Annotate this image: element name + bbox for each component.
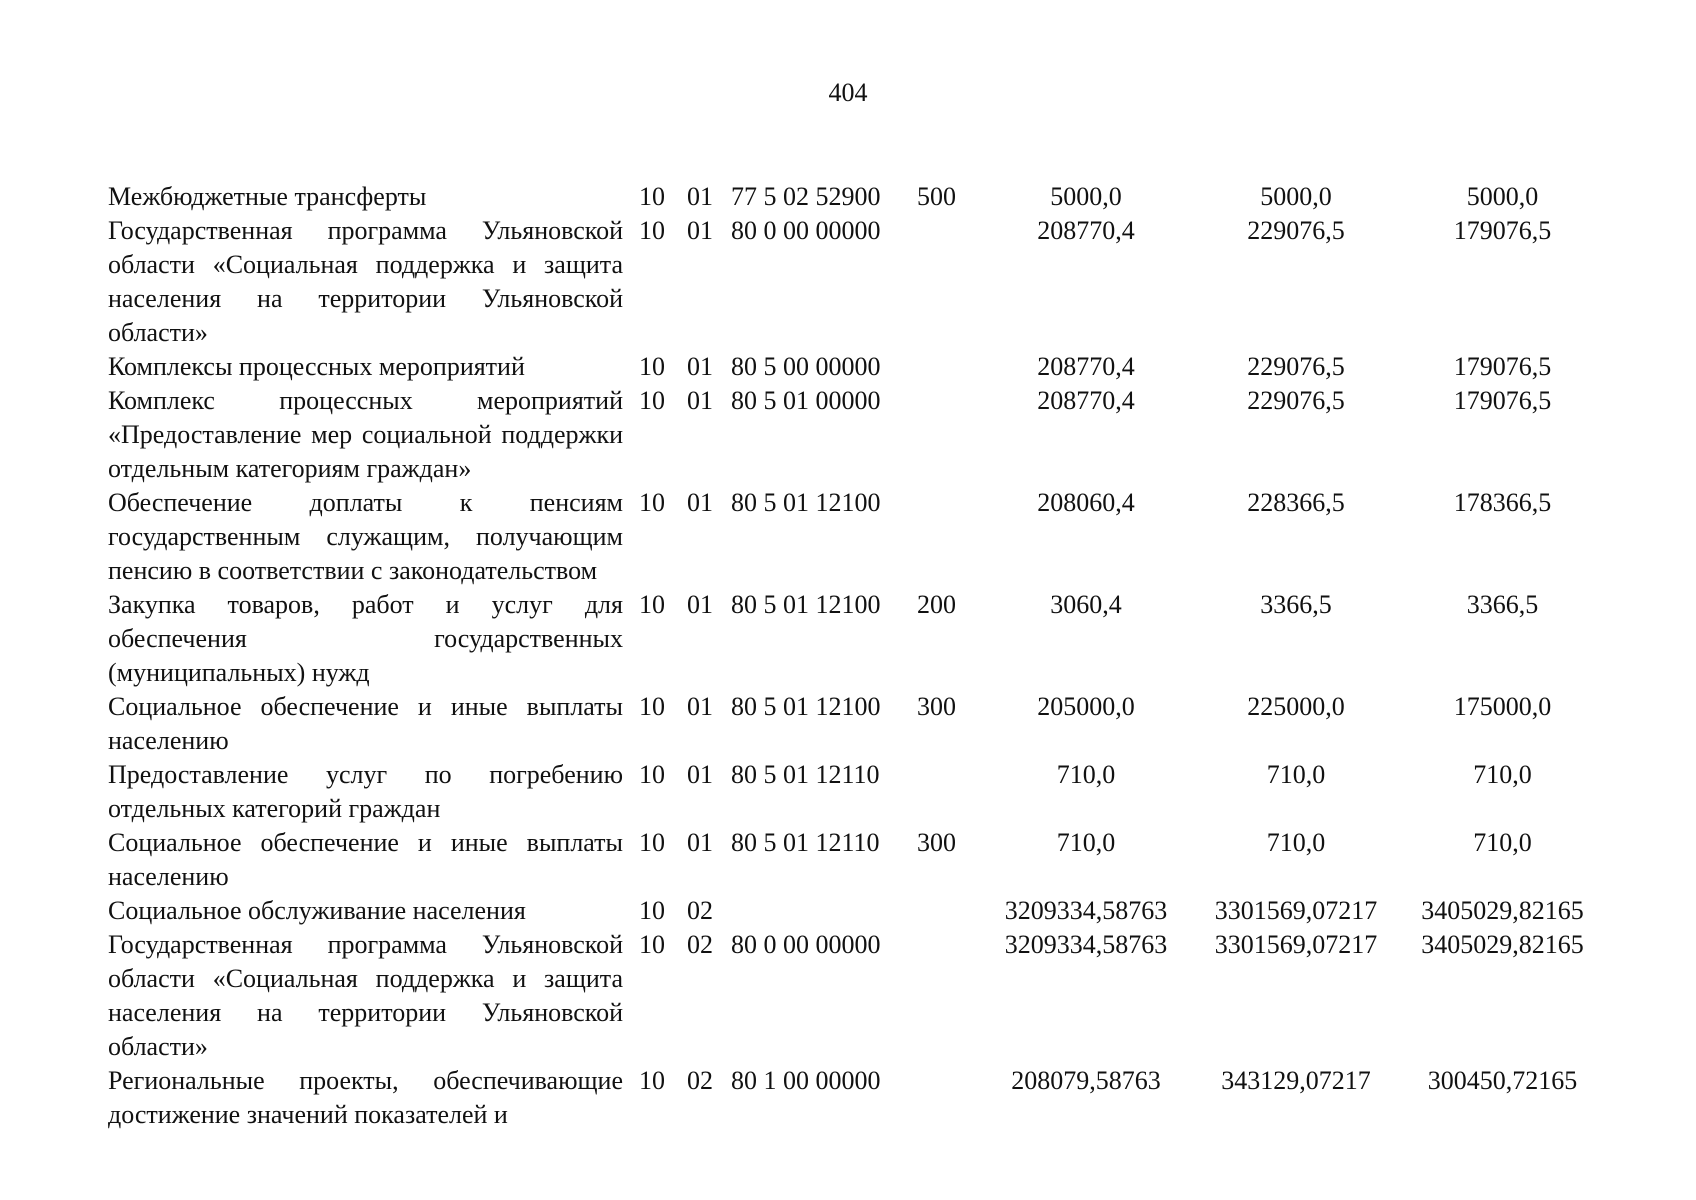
row-value-2: 5000,0 <box>1260 182 1332 211</box>
table-row <box>108 690 1604 758</box>
row-expense-type <box>917 894 981 928</box>
row-target-article: 80 5 00 00000 <box>731 352 881 381</box>
row-expense-type: 300 <box>917 828 956 857</box>
row-name: Комплексы процессных мероприятий <box>108 352 525 381</box>
row-target-article: 80 0 00 00000 <box>731 216 881 245</box>
row-value-3: 710,0 <box>1473 760 1532 789</box>
row-target-article: 80 1 00 00000 <box>731 1066 881 1095</box>
row-section: 10 <box>639 216 665 245</box>
row-value-1: 3209334,58763 <box>1004 896 1168 925</box>
table-row <box>108 1064 1604 1132</box>
row-section: 10 <box>639 590 665 619</box>
table-row <box>108 180 1604 214</box>
row-name: Закупка товаров, работ и услуг для обеспечения государственных (муниципальных) нужд <box>108 590 623 687</box>
row-value-2: 229076,5 <box>1247 216 1345 245</box>
row-subsection: 01 <box>687 590 713 619</box>
row-section: 10 <box>639 1066 665 1095</box>
row-value-3: 175000,0 <box>1453 692 1552 721</box>
row-name: Комплекс процессных мероприятий «Предоставление мер социальной поддержки отдельным категориям граждан» <box>108 386 623 483</box>
row-target-article <box>731 894 917 928</box>
row-value-2: 3301569,07217 <box>1214 896 1378 925</box>
row-value-3: 3405029,82165 <box>1421 930 1584 959</box>
table-row <box>108 214 1604 350</box>
row-subsection: 01 <box>687 488 713 517</box>
table-row <box>108 384 1604 486</box>
row-value-1: 208060,4 <box>1037 488 1135 517</box>
row-value-2: 229076,5 <box>1247 386 1345 415</box>
row-value-1: 205000,0 <box>1037 692 1135 721</box>
row-value-1: 710,0 <box>1056 760 1116 789</box>
table-row <box>108 588 1604 690</box>
row-name: Предоставление услуг по погребению отдельных категорий граждан <box>108 760 623 823</box>
row-name: Социальное обеспечение и иные выплаты населению <box>108 692 623 755</box>
row-expense-type: 200 <box>917 590 956 619</box>
row-value-2: 3301569,07217 <box>1214 930 1378 959</box>
row-subsection: 02 <box>687 930 713 959</box>
row-target-article: 80 5 01 12100 <box>731 692 881 721</box>
row-target-article: 80 0 00 00000 <box>731 930 881 959</box>
row-value-1: 3209334,58763 <box>1004 930 1168 959</box>
row-target-article: 80 5 01 12110 <box>731 828 880 857</box>
page-number: 404 <box>828 78 868 107</box>
row-name: Государственная программа Ульяновской области «Социальная поддержка и защита населения на территории Ульяновской области» <box>108 930 623 1061</box>
row-target-article: 80 5 01 00000 <box>731 386 881 415</box>
row-subsection: 01 <box>687 692 713 721</box>
row-value-3: 178366,5 <box>1453 488 1552 517</box>
row-value-2: 710,0 <box>1266 828 1326 857</box>
row-section: 10 <box>639 760 665 789</box>
row-expense-type <box>917 214 981 350</box>
row-value-3: 300450,72165 <box>1427 1066 1578 1095</box>
row-name: Региональные проекты, обеспечивающие достижение значений показателей и <box>108 1066 623 1129</box>
row-value-3: 5000,0 <box>1466 182 1539 211</box>
row-section: 10 <box>639 352 665 381</box>
table-row <box>108 350 1604 384</box>
row-subsection: 01 <box>687 760 713 789</box>
row-value-1: 208770,4 <box>1037 386 1135 415</box>
table-row <box>108 928 1604 1064</box>
row-expense-type <box>917 486 981 588</box>
row-value-3: 710,0 <box>1473 828 1532 857</box>
row-target-article: 80 5 01 12100 <box>731 488 881 517</box>
row-expense-type: 500 <box>917 182 956 211</box>
row-target-article: 77 5 02 52900 <box>731 182 881 211</box>
row-value-1: 3060,4 <box>1050 590 1122 619</box>
row-expense-type <box>917 928 981 1064</box>
row-value-1: 208770,4 <box>1037 216 1135 245</box>
row-value-2: 710,0 <box>1266 760 1326 789</box>
table-row <box>108 894 1604 928</box>
row-value-1: 208770,4 <box>1037 352 1135 381</box>
row-section: 10 <box>639 488 665 517</box>
row-section: 10 <box>639 692 665 721</box>
row-name: Социальное обслуживание населения <box>108 896 526 925</box>
row-name: Социальное обеспечение и иные выплаты населению <box>108 828 623 891</box>
row-value-3: 3405029,82165 <box>1421 896 1584 925</box>
row-value-2: 225000,0 <box>1247 692 1345 721</box>
row-subsection: 02 <box>687 896 713 925</box>
row-expense-type <box>917 1064 981 1132</box>
row-value-3: 179076,5 <box>1453 352 1552 381</box>
row-value-1: 710,0 <box>1056 828 1116 857</box>
row-target-article: 80 5 01 12100 <box>731 590 881 619</box>
row-value-2: 229076,5 <box>1247 352 1345 381</box>
row-expense-type: 300 <box>917 692 956 721</box>
row-section: 10 <box>639 828 665 857</box>
row-value-1: 5000,0 <box>1050 182 1122 211</box>
row-value-1: 208079,58763 <box>1011 1066 1161 1095</box>
row-name: Обеспечение доплаты к пенсиям государственным служащим, получающим пенсию в соответствии с законодательством <box>108 488 623 585</box>
row-subsection: 01 <box>687 828 713 857</box>
row-name: Межбюджетные трансферты <box>108 182 427 211</box>
table-row <box>108 486 1604 588</box>
row-expense-type <box>917 384 981 486</box>
row-section: 10 <box>639 896 665 925</box>
row-value-2: 228366,5 <box>1247 488 1345 517</box>
row-section: 10 <box>639 930 665 959</box>
table-row <box>108 826 1604 894</box>
row-value-2: 343129,07217 <box>1221 1066 1371 1095</box>
row-name: Государственная программа Ульяновской области «Социальная поддержка и защита населения на территории Ульяновской области» <box>108 216 623 347</box>
row-section: 10 <box>639 386 665 415</box>
row-subsection: 01 <box>687 352 713 381</box>
row-value-3: 179076,5 <box>1453 216 1552 245</box>
table-row <box>108 758 1604 826</box>
row-section: 10 <box>639 182 665 211</box>
row-value-2: 3366,5 <box>1260 590 1332 619</box>
row-subsection: 01 <box>687 386 713 415</box>
row-value-3: 179076,5 <box>1453 386 1552 415</box>
row-subsection: 01 <box>687 182 713 211</box>
row-expense-type <box>917 758 981 826</box>
row-subsection: 02 <box>687 1066 713 1095</box>
budget-table <box>108 180 1604 1132</box>
row-subsection: 01 <box>687 216 713 245</box>
row-target-article: 80 5 01 12110 <box>731 760 880 789</box>
row-value-3: 3366,5 <box>1466 590 1539 619</box>
row-expense-type <box>917 350 981 384</box>
